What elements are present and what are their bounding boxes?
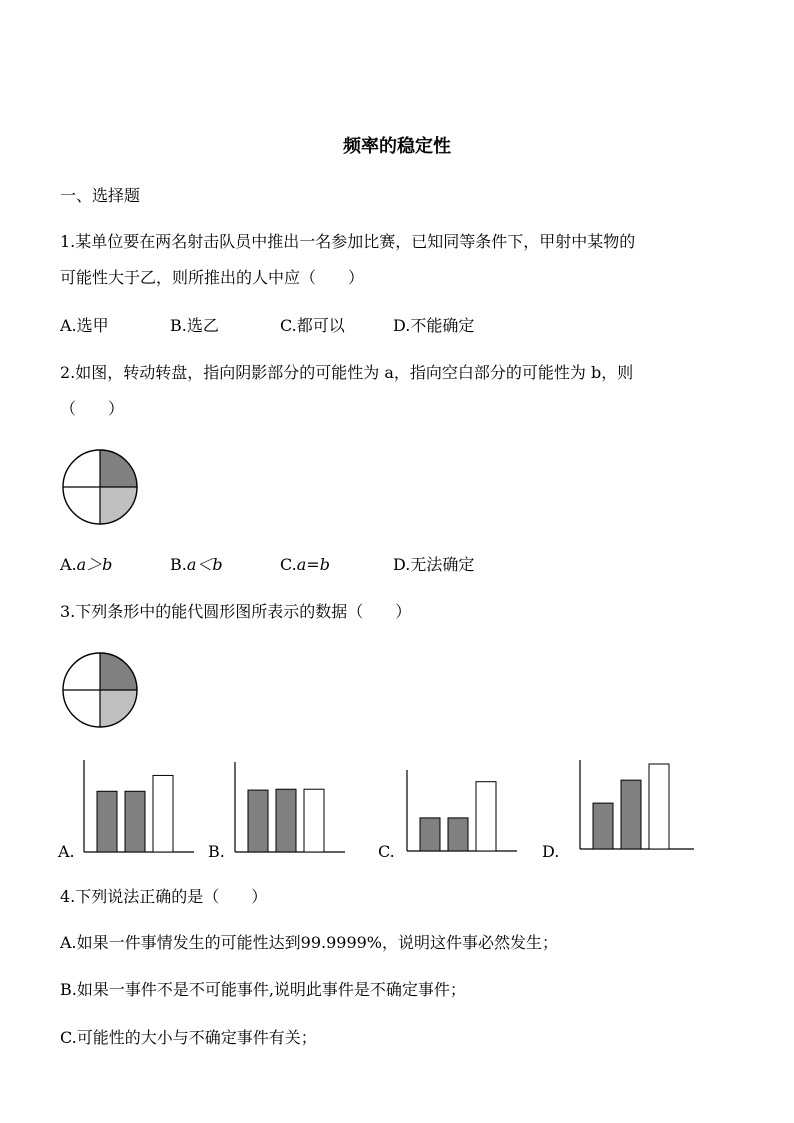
q3-option-d-bar-1 [593, 803, 613, 849]
q4-option-c: C.可能性的大小与不确定事件有关； [60, 1028, 317, 1047]
q2-option-b: B.a＜b [170, 555, 223, 574]
q3-option-b-bar-1 [248, 790, 268, 852]
q3-option-b-bar-2 [276, 789, 296, 852]
q3-option-b-bar-chart [233, 762, 345, 854]
q4-option-a: A.如果一件事情发生的可能性达到99.9999%，说明这件事必然发生； [60, 933, 559, 952]
q4-option-b: B.如果一事件不是不可能事件,说明此事件是不确定事件； [60, 980, 466, 999]
q3-option-a-bar-1 [97, 791, 117, 852]
q3-option-a-label: A. [58, 842, 75, 861]
q3-option-c-bar-3 [476, 782, 496, 851]
q3-text-line1: 3.下列条形中的能代圆形图所表示的数据（ ） [60, 602, 412, 621]
q3-option-a-bar-chart [82, 760, 194, 854]
q3-option-c-bar-2 [448, 818, 468, 851]
section-heading: 一、选择题 [60, 186, 141, 205]
q3-option-c-bar-1 [420, 818, 440, 851]
q4-text-line1: 4.下列说法正确的是（ ） [60, 887, 268, 906]
q2-option-a: A.a＞b [60, 555, 113, 574]
page-title: 频率的稳定性 [343, 136, 451, 157]
q1-text-line1: 1.某单位要在两名射击队员中推出一名参加比赛，已知同等条件下，甲射中某物的 [60, 232, 636, 251]
q3-option-d-bar-3 [649, 764, 669, 849]
q2-text-line1: 2.如图，转动转盘，指向阴影部分的可能性为 a，指向空白部分的可能性为 b，则 [60, 363, 634, 382]
q3-option-d-bar-chart [578, 760, 694, 851]
q3-pie-chart [62, 652, 138, 728]
q2-text-line2: （ ） [60, 399, 125, 418]
q1-option-d: D.不能确定 [393, 316, 475, 335]
q1-option-c: C.都可以 [280, 316, 345, 335]
q3-option-b-bar-3 [304, 789, 324, 852]
q1-option-b: B.选乙 [170, 316, 219, 335]
q3-option-a-bar-3 [153, 775, 173, 852]
q1-text-line2: 可能性大于乙，则所推出的人中应（ ） [60, 268, 365, 287]
q3-option-d-label: D. [542, 842, 560, 861]
q1-option-a: A.选甲 [60, 316, 109, 335]
q3-option-d-bar-2 [621, 780, 641, 849]
q2-option-d: D.无法确定 [393, 555, 475, 574]
q3-option-c-label: C. [378, 842, 395, 861]
q2-option-c: C.a=b [280, 555, 330, 574]
q3-option-c-bar-chart [405, 770, 517, 853]
q3-option-b-label: B. [208, 842, 225, 861]
q2-spinner-disc [62, 449, 138, 525]
q3-option-a-bar-2 [125, 791, 145, 852]
